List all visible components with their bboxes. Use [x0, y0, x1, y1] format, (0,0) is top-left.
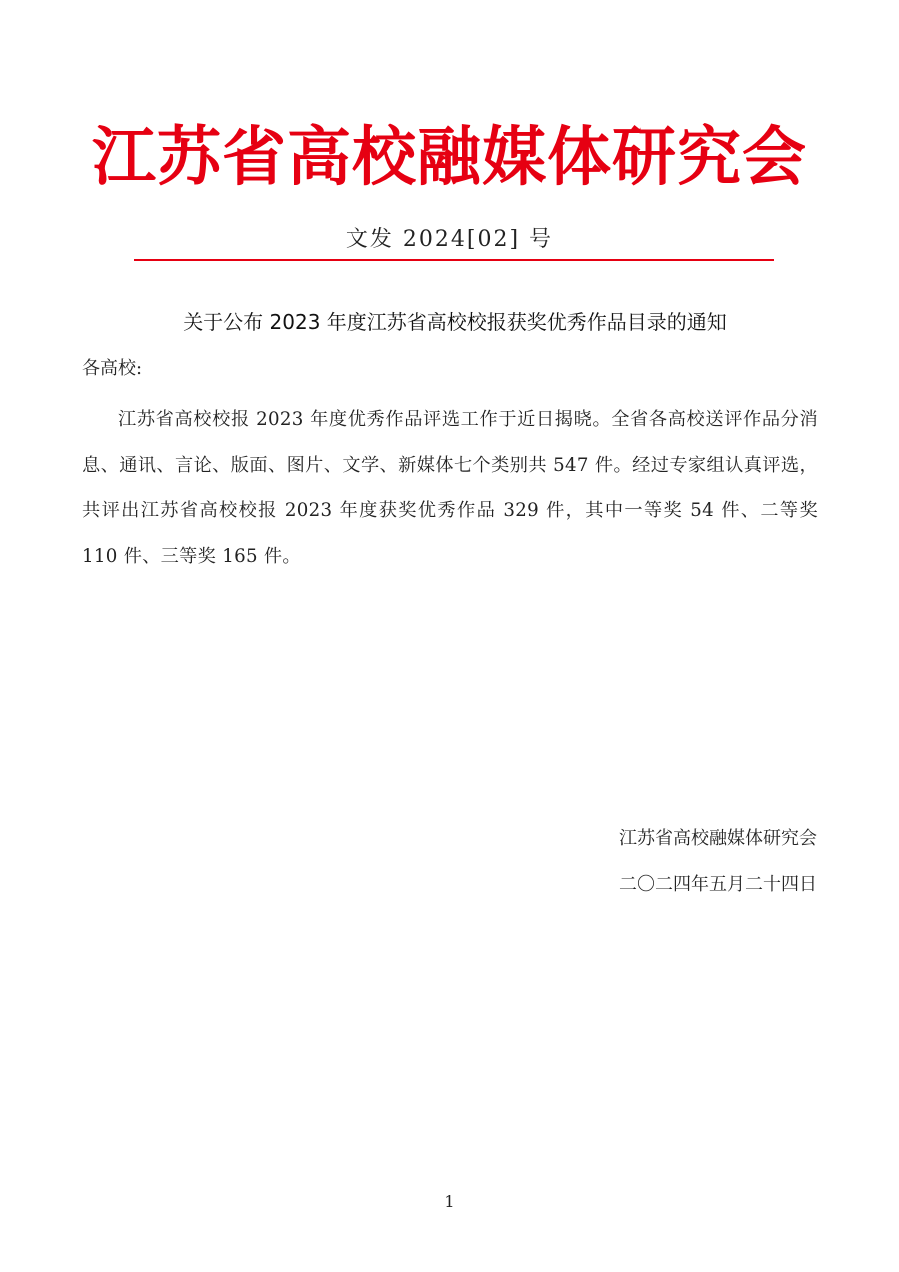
signature-block: [619, 826, 817, 898]
organization-header: 江苏省高校融媒体研究会: [92, 120, 807, 195]
red-divider: [134, 259, 774, 261]
notice-title: 关于公布 2023 年度江苏省高校校报获奖优秀作品目录的通知: [183, 310, 727, 334]
body-paragraph: 江苏省高校校报 2023 年度优秀作品评选工作于近日揭晓。全省各高校送评作品分消息、通讯、言论、版面、图片、文学、新媒体七个类别共 547 件。经过专家组认真评选，共评出江苏省高校校报 2023 年度获奖优秀作品 329 件，其中一等奖 54 件、二等奖 110 件、三等奖 165 件。: [82, 409, 818, 567]
signature-date: 二〇二四年五月二十四日: [619, 874, 817, 895]
salutation: 各高校:: [82, 358, 143, 379]
page-number: 1: [444, 1192, 455, 1211]
document-number: 文发 2024[02] 号: [345, 227, 554, 252]
signature-organization: 江苏省高校融媒体研究会: [619, 828, 817, 849]
